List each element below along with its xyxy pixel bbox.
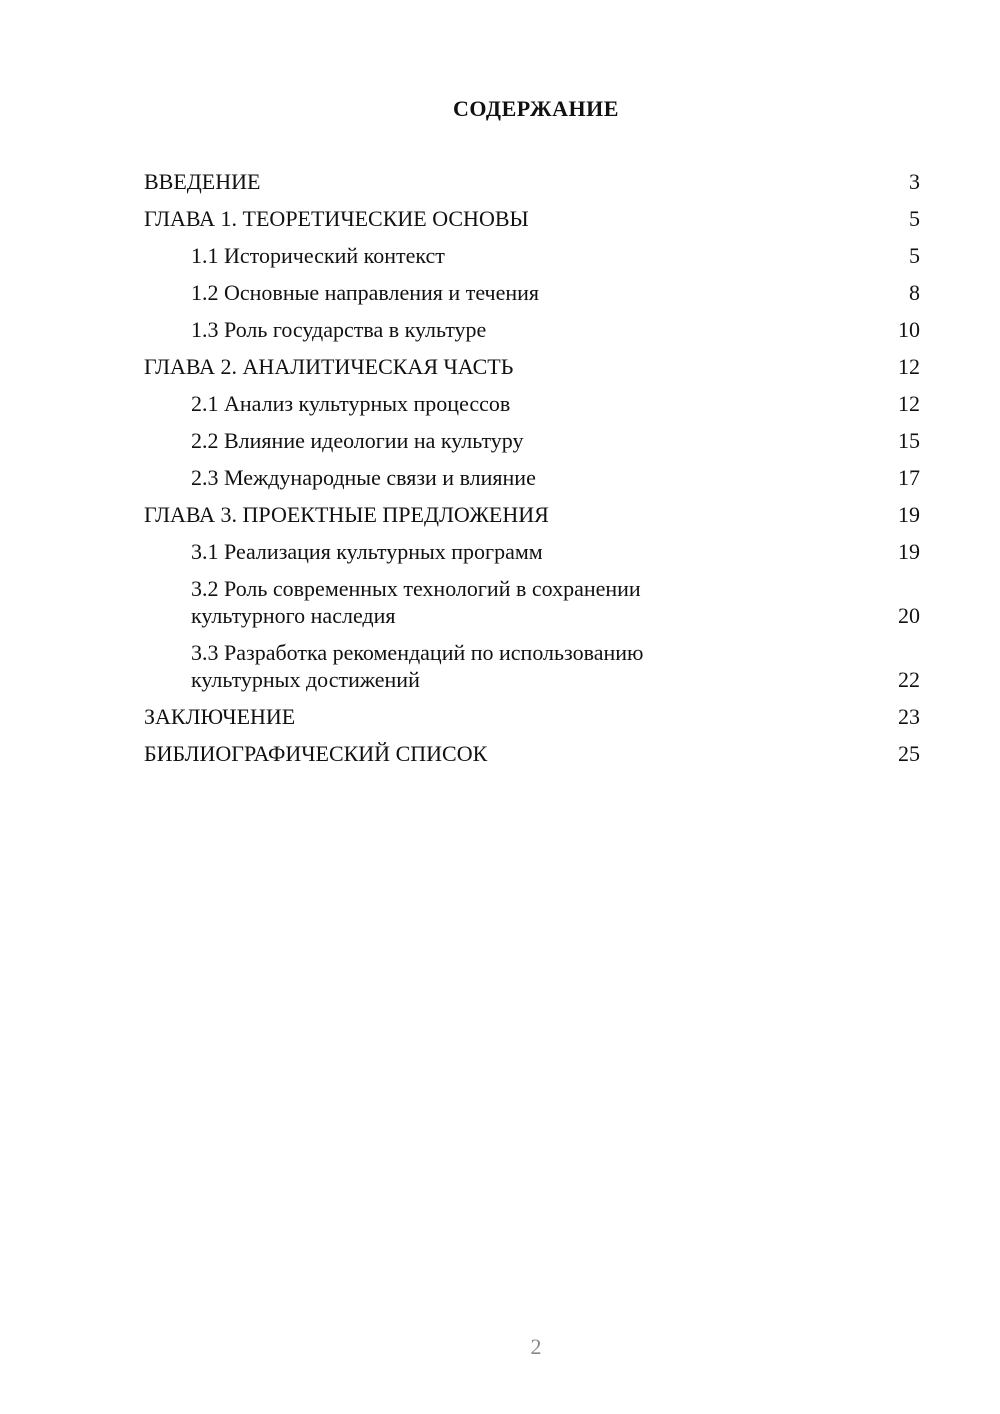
toc-entry-page: 12 (898, 391, 920, 416)
toc-entry-page: 5 (909, 243, 920, 268)
toc-entry-chapter-1[interactable] (144, 205, 920, 232)
toc-entry-section-1-1[interactable] (144, 242, 920, 269)
toc-entry-section-3-1[interactable] (144, 538, 920, 565)
toc-entry-label: 2.2 Влияние идеологии на культуру (191, 428, 524, 453)
toc-entry-section-2-3[interactable] (144, 464, 920, 491)
toc-entry-page: 20 (898, 603, 920, 628)
toc-entry-page: 15 (898, 428, 920, 453)
toc-entry-label: 3.1 Реализация культурных программ (191, 539, 543, 564)
toc-entry-label: 1.3 Роль государства в культуре (191, 317, 487, 342)
toc-entry-page: 25 (898, 741, 920, 766)
toc-entry-label: 2.1 Анализ культурных процессов (191, 391, 511, 416)
toc-entry-label: ЗАКЛЮЧЕНИЕ (144, 704, 296, 729)
toc-entry-section-2-1[interactable] (144, 390, 920, 417)
toc-entry-label: 1.1 Исторический контекст (191, 243, 445, 268)
toc-entry-page: 10 (898, 317, 920, 342)
toc-entry-page: 19 (898, 539, 920, 564)
toc-entry-section-2-2[interactable] (144, 427, 920, 454)
toc-entry-label: 3.2 Роль современных технологий в сохранении культурного наследия (191, 576, 641, 628)
toc-entry-page: 23 (898, 704, 920, 729)
toc-entry-section-3-2[interactable] (144, 575, 920, 629)
toc-entry-page: 19 (898, 502, 920, 527)
table-of-contents (144, 168, 920, 777)
toc-entry-page: 22 (898, 667, 920, 692)
toc-entry-section-3-3[interactable] (144, 639, 920, 693)
toc-title: СОДЕРЖАНИЕ (453, 96, 619, 121)
toc-entry-page: 12 (898, 354, 920, 379)
toc-entry-bibliography[interactable] (144, 740, 920, 767)
toc-entry-introduction[interactable] (144, 168, 920, 195)
toc-entry-conclusion[interactable] (144, 703, 920, 730)
toc-entry-label: ГЛАВА 1. ТЕОРЕТИЧЕСКИЕ ОСНОВЫ (144, 206, 529, 231)
toc-entry-label: ГЛАВА 2. АНАЛИТИЧЕСКАЯ ЧАСТЬ (144, 354, 514, 379)
toc-entry-page: 17 (898, 465, 920, 490)
toc-entry-label: БИБЛИОГРАФИЧЕСКИЙ СПИСОК (144, 741, 488, 766)
toc-entry-section-1-2[interactable] (144, 279, 920, 306)
toc-entry-label: 1.2 Основные направления и течения (191, 280, 540, 305)
toc-entry-label: 3.3 Разработка рекомендаций по использованию культурных достижений (191, 640, 644, 692)
toc-entry-page: 8 (909, 280, 920, 305)
toc-entry-label: ГЛАВА 3. ПРОЕКТНЫЕ ПРЕДЛОЖЕНИЯ (144, 502, 549, 527)
toc-entry-chapter-3[interactable] (144, 501, 920, 528)
toc-entry-label: 2.3 Международные связи и влияние (191, 465, 536, 490)
toc-entry-page: 5 (909, 206, 920, 231)
page-number: 2 (530, 1334, 542, 1359)
toc-entry-section-1-3[interactable] (144, 316, 920, 343)
toc-entry-label: ВВЕДЕНИЕ (144, 169, 261, 194)
toc-entry-chapter-2[interactable] (144, 353, 920, 380)
toc-entry-page: 3 (909, 169, 920, 194)
